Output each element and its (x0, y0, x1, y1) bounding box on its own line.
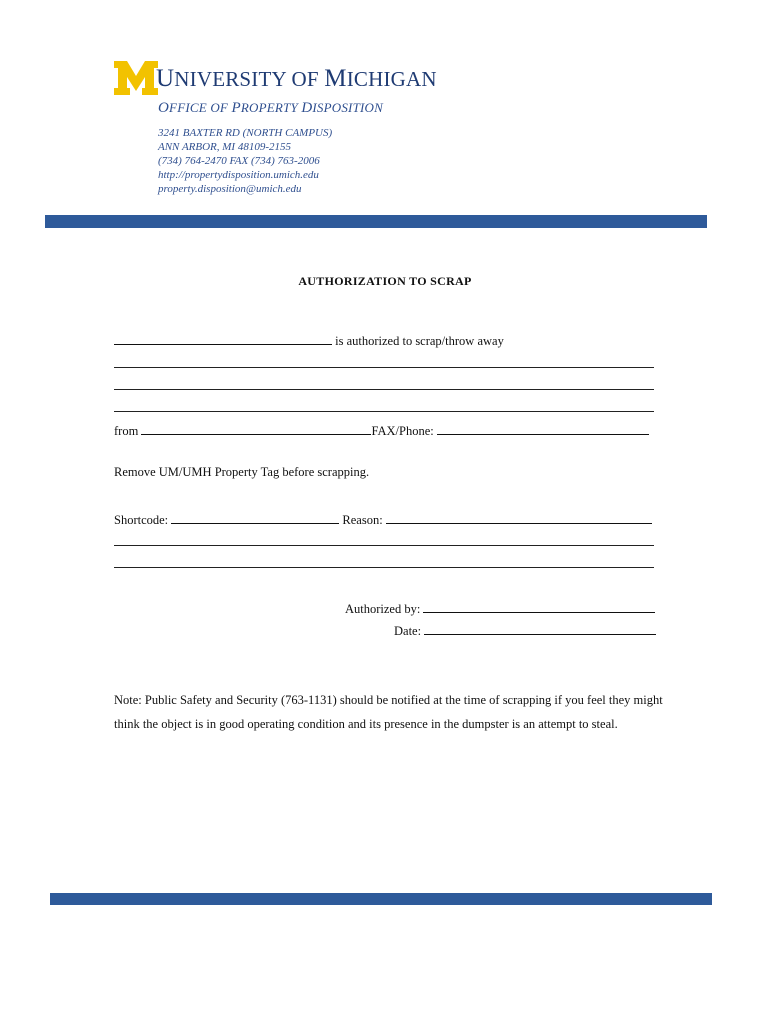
office-name: OFFICE OF PROPERTY DISPOSITION (158, 100, 383, 116)
item-description-line-3[interactable] (114, 411, 654, 412)
footer-divider-bar (50, 893, 712, 905)
shortcode-field[interactable] (171, 511, 339, 524)
address-city: ANN ARBOR, MI 48109-2155 (158, 141, 292, 153)
reason-continuation-line-1[interactable] (114, 545, 654, 546)
authorized-by-line (345, 600, 655, 617)
university-name: UNIVERSITY OF MICHIGAN (156, 65, 437, 92)
website-link[interactable]: http://propertydisposition.umich.edu (158, 169, 319, 181)
shortcode-label: Shortcode: (114, 513, 169, 527)
fax-phone-label: FAX/Phone: (371, 424, 434, 438)
date-field[interactable] (424, 622, 656, 635)
from-label: from (114, 424, 139, 438)
authorized-label: is authorized to scrap/throw away (335, 334, 504, 348)
item-description-line-1[interactable] (114, 367, 654, 368)
header-divider-bar (45, 215, 707, 228)
address-street: 3241 BAXTER RD (NORTH CAMPUS) (158, 127, 333, 139)
department-name-field[interactable] (114, 332, 332, 345)
date-line (394, 622, 656, 639)
shortcode-reason-line (114, 511, 652, 528)
reason-label: Reason: (342, 513, 383, 527)
authorized-by-field[interactable] (423, 600, 655, 613)
from-line (114, 422, 649, 439)
item-description-line-2[interactable] (114, 389, 654, 390)
from-field[interactable] (141, 422, 371, 435)
university-block-m-logo (114, 61, 158, 95)
safety-note: Note: Public Safety and Security (763-1131) should be notified at the time of scrapping if you feel they might think the object is in good operating condition and its presence in the dumpster is an attempt to steal. (114, 693, 663, 731)
email-link[interactable]: property.disposition@umich.edu (158, 183, 302, 195)
reason-continuation-line-2[interactable] (114, 567, 654, 568)
phone-fax: (734) 764-2470 FAX (734) 763-2006 (158, 155, 320, 167)
date-label: Date: (394, 624, 422, 638)
remove-tag-instruction: Remove UM/UMH Property Tag before scrapping. (114, 465, 370, 479)
form-title: AUTHORIZATION TO SCRAP (298, 274, 472, 288)
authorized-line (114, 332, 504, 349)
reason-field[interactable] (386, 511, 652, 524)
fax-phone-field[interactable] (437, 422, 649, 435)
authorized-by-label: Authorized by: (345, 602, 421, 616)
